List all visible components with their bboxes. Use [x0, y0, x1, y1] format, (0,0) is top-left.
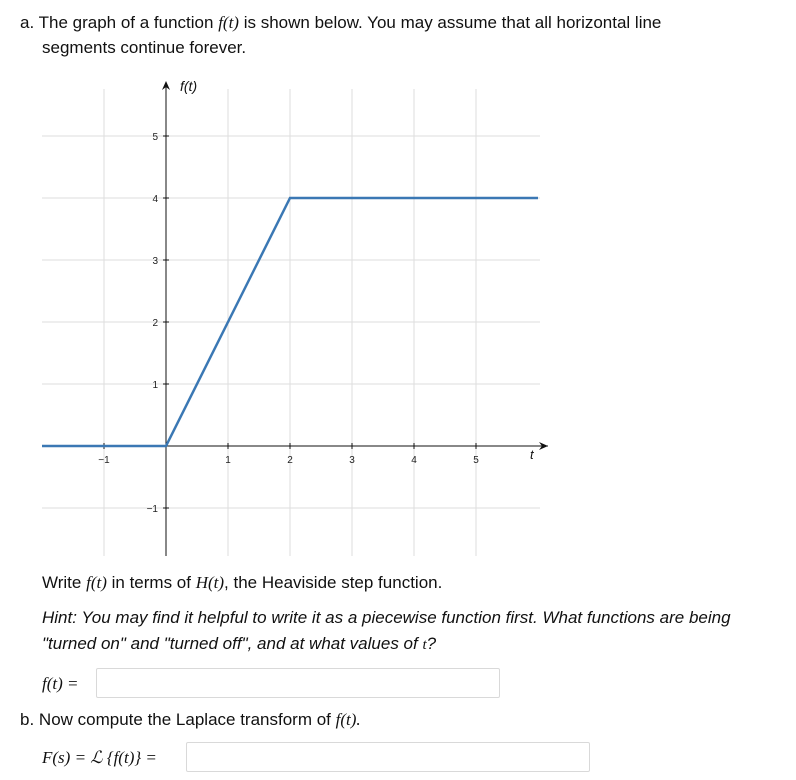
y-tick-label: 4 — [152, 194, 158, 205]
tick-labels — [98, 78, 535, 515]
grid-lines — [42, 89, 540, 556]
write-end: , the Heaviside step function. — [224, 573, 443, 592]
answer-b-input[interactable] — [186, 742, 590, 772]
part-a-text-end: is shown below. You may assume that all horizontal line — [243, 13, 662, 32]
hint-line-2 — [42, 632, 787, 657]
write-mid: in terms of — [111, 573, 191, 592]
part-b-fn: f(t). — [335, 710, 361, 729]
hint-text — [42, 606, 787, 657]
x-tick-label: 5 — [473, 455, 479, 466]
answer-a-label: f(t) = — [42, 674, 79, 693]
x-tick-label: 2 — [287, 455, 293, 466]
x-tick-label: 3 — [349, 455, 355, 466]
hint-line-1: Hint: You may find it helpful to write it as a piecewise function first. What functions are being — [42, 608, 731, 627]
y-tick-label: 5 — [152, 132, 158, 143]
y-tick-label: 1 — [152, 380, 158, 391]
axes — [42, 81, 548, 556]
answer-a-input[interactable] — [96, 668, 500, 698]
part-a-fn: f(t) — [218, 13, 239, 32]
hint-t: t — [422, 637, 427, 653]
part-b-prefix: b. — [20, 710, 35, 729]
write-heaviside: H(t) — [195, 573, 225, 592]
x-tick-label: 4 — [411, 455, 417, 466]
part-a-prompt-line2: segments continue forever. — [42, 38, 247, 57]
hint-line-2-text: "turned on" and "turned off", and at what values of — [42, 634, 418, 653]
write-prefix: Write — [42, 573, 82, 592]
part-a-text: The graph of a function — [38, 13, 214, 32]
part-a-prefix: a. — [20, 13, 35, 32]
x-tick-label: 1 — [225, 455, 231, 466]
answer-b-label: F(s) = ℒ {f(t)} = — [42, 748, 157, 767]
part-b-prompt — [20, 708, 361, 732]
y-tick-label: −1 — [146, 504, 158, 515]
x-axis-label: t — [530, 447, 534, 462]
y-tick-label: 2 — [152, 318, 158, 329]
y-tick-label: 3 — [152, 256, 158, 267]
hint-q: ? — [426, 634, 437, 653]
write-instruction — [42, 571, 442, 595]
y-axis-label: f(t) — [180, 78, 198, 94]
part-b-text: Now compute the Laplace transform of — [38, 710, 331, 729]
x-tick-label: −1 — [98, 455, 110, 466]
write-fn: f(t) — [86, 573, 107, 592]
